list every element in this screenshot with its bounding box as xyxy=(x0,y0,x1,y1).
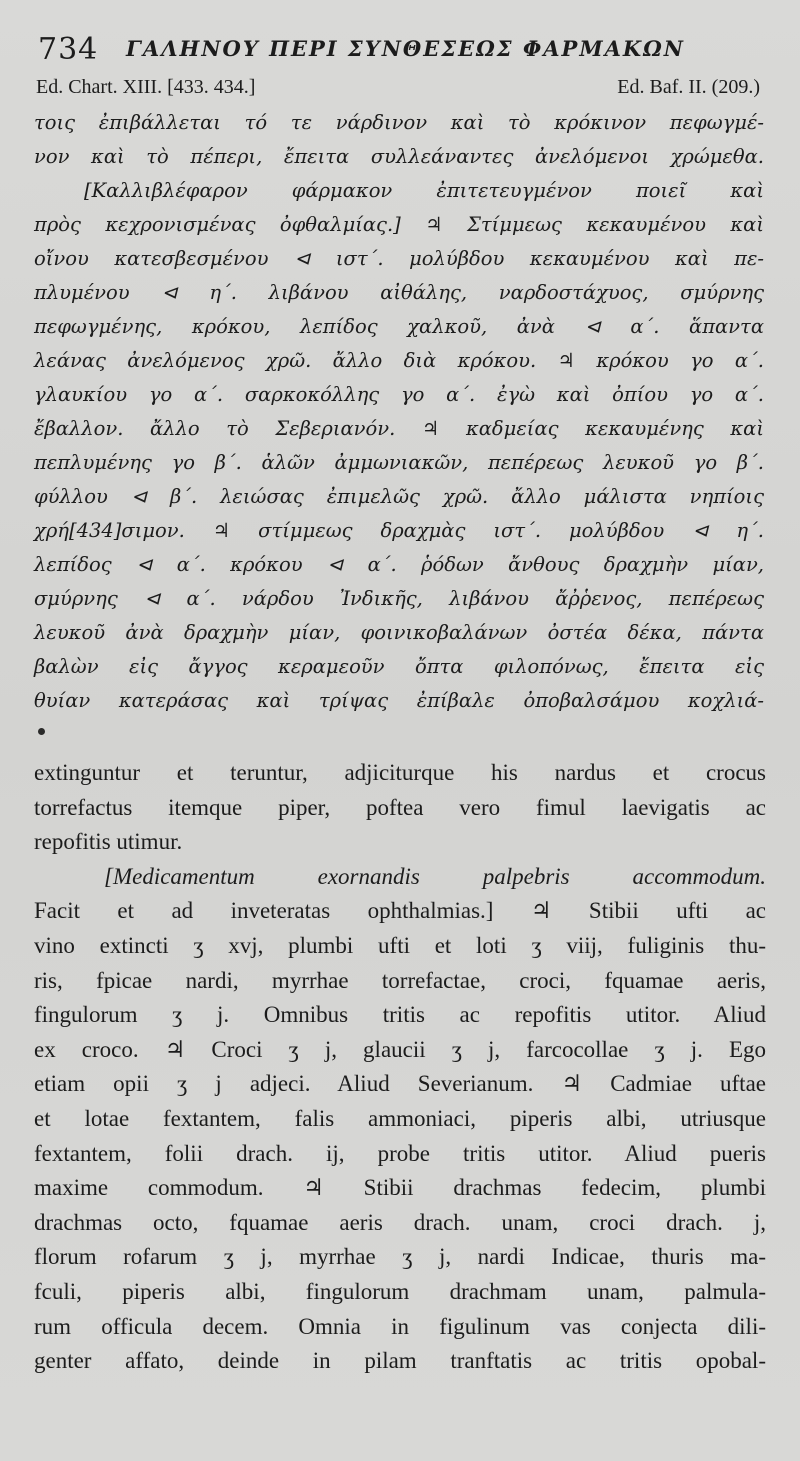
latin-line: genter affato, deinde in pilam tranftatis ac tritis opobal- xyxy=(34,1348,766,1374)
greek-line: χρή[434]σιμον. ♃ στίμμεως δραχμὰς ιστ΄. μολύβδου ⊲ η΄. xyxy=(34,519,764,542)
greek-line: θυίαν κατεράσας καὶ τρίψας ἐπίβαλε ὀποβαλσάμου κοχλιά- xyxy=(34,689,764,712)
greek-line: πεπλυμένης γο β΄. ἁλῶν ἀμμωνιακῶν, πεπέρεως λευκοῦ γο β΄. xyxy=(34,451,764,474)
latin-line: torrefactus itemque piper, poftea vero fimul laevigatis ac xyxy=(34,794,766,820)
running-title: ΓΑΛΗΝΟΥ ΠΕΡΙ ΣΥΝΘΕΣΕΩΣ ΦΑΡΜΑΚΩΝ xyxy=(126,36,685,61)
greek-line: σμύρνης ⊲ α΄. νάρδου Ἰνδικῆς, λιβάνου ἄῤῥενος, πεπέρεως xyxy=(34,587,764,610)
edition-reference-right: Ed. Baf. II. (209.) xyxy=(617,76,760,98)
greek-line: γλαυκίου γο α΄. σαρκοκόλλης γο α΄. ἐγὼ καὶ ὀπίου γο α΄. xyxy=(34,383,764,406)
separator-dot xyxy=(38,728,45,735)
greek-line: φύλλου ⊲ β΄. λειώσας ἐπιμελῶς χρῶ. ἄλλο μάλιστα νηπίοις xyxy=(34,485,764,508)
greek-line: λεάνας ἀνελόμενος χρῶ. ἄλλο διὰ κρόκου. ♃ κρόκου γο α΄. xyxy=(34,349,764,372)
latin-line: [Medicamentum exornandis palpebris accommodum. xyxy=(104,863,766,889)
greek-line: πρὸς κεχρονισμένας ὀφθαλμίας.] ♃ Στίμμεως κεκαυμένου καὶ xyxy=(34,213,764,236)
latin-line: florum rofarum ʒ j, myrrhae ʒ j, nardi Indicae, thuris ma- xyxy=(34,1244,766,1270)
edition-reference-left: Ed. Chart. XIII. [433. 434.] xyxy=(36,76,256,98)
latin-line: Facit et ad inveteratas ophthalmias.] ♃ Stibii ufti ac xyxy=(34,898,766,924)
greek-line: ἔβαλλον. ἄλλο τὸ Σεβεριανόν. ♃ καδμείας κεκαυμένης καὶ xyxy=(34,417,764,440)
greek-line: λεπίδος ⊲ α΄. κρόκου ⊲ α΄. ῥόδων ἄνθους δραχμὴν μίαν, xyxy=(34,553,764,576)
latin-line: drachmas octo, fquamae aeris drach. unam, croci drach. j, xyxy=(34,1209,766,1235)
latin-line: extinguntur et teruntur, adjiciturque his nardus et crocus xyxy=(34,760,766,785)
latin-text-block xyxy=(34,756,766,1379)
latin-line: et lotae fextantem, falis ammoniaci, piperis albi, utriusque xyxy=(34,1105,766,1131)
greek-line: βαλὼν εἰς ἄγγος κεραμεοῦν ὄπτα φιλοπόνως, ἔπειτα εἰς xyxy=(34,655,764,678)
greek-text-block xyxy=(34,106,766,718)
edition-reference-row xyxy=(34,76,766,106)
latin-line: rum officula decem. Omnia in figulinum vas conjecta dili- xyxy=(34,1313,766,1339)
latin-line: vino extincti ʒ xvj, plumbi ufti et loti ʒ viij, fuliginis thu- xyxy=(34,932,766,958)
latin-line: repofitis utimur. xyxy=(34,829,183,855)
greek-line: τοις ἐπιβάλλεται τό τε νάρδινον καὶ τὸ κρόκινον πεφωγμέ- xyxy=(34,111,764,134)
page-header xyxy=(34,30,766,76)
greek-line: λευκοῦ ἀνὰ δραχμὴν μίαν, φοινικοβαλάνων ὀστέα δέκα, πάντα xyxy=(34,621,764,644)
latin-line: fextantem, folii drach. ij, probe tritis utitor. Aliud pueris xyxy=(34,1140,766,1166)
latin-line: fculi, piperis albi, fingulorum drachmam unam, palmula- xyxy=(34,1278,766,1304)
latin-line: ex croco. ♃ Croci ʒ j, glaucii ʒ j, farcocollae ʒ j. Ego xyxy=(34,1036,766,1062)
section-separator xyxy=(34,718,766,756)
latin-line: fingulorum ʒ j. Omnibus tritis ac repofitis utitor. Aliud xyxy=(34,1002,766,1028)
latin-line: etiam opii ʒ j adjeci. Aliud Severianum. ♃ Cadmiae uftae xyxy=(34,1071,766,1097)
latin-line: maxime commodum. ♃ Stibii drachmas fedecim, plumbi xyxy=(34,1175,766,1201)
latin-line: ris, fpicae nardi, myrrhae torrefactae, croci, fquamae aeris, xyxy=(34,967,766,993)
greek-line: νον καὶ τὸ πέπερι, ἔπειτα συλλεάναντες ἀνελόμενοι χρώμεθα. xyxy=(34,145,764,168)
greek-line: πεφωγμένης, κρόκου, λεπίδος χαλκοῦ, ἀνὰ ⊲ α΄. ἅπαντα xyxy=(34,315,764,338)
greek-line: οἴνου κατεσβεσμένου ⊲ ιστ΄. μολύβδου κεκαυμένου καὶ πε- xyxy=(34,247,764,270)
greek-line: [Καλλιβλέφαρον φάρμακον ἐπιτετευγμένον ποιεῖ καὶ xyxy=(84,179,764,202)
page-number: 734 xyxy=(38,32,99,67)
greek-line: πλυμένου ⊲ η΄. λιβάνου αἰθάλης, ναρδοστάχυος, σμύρνης xyxy=(34,281,764,304)
